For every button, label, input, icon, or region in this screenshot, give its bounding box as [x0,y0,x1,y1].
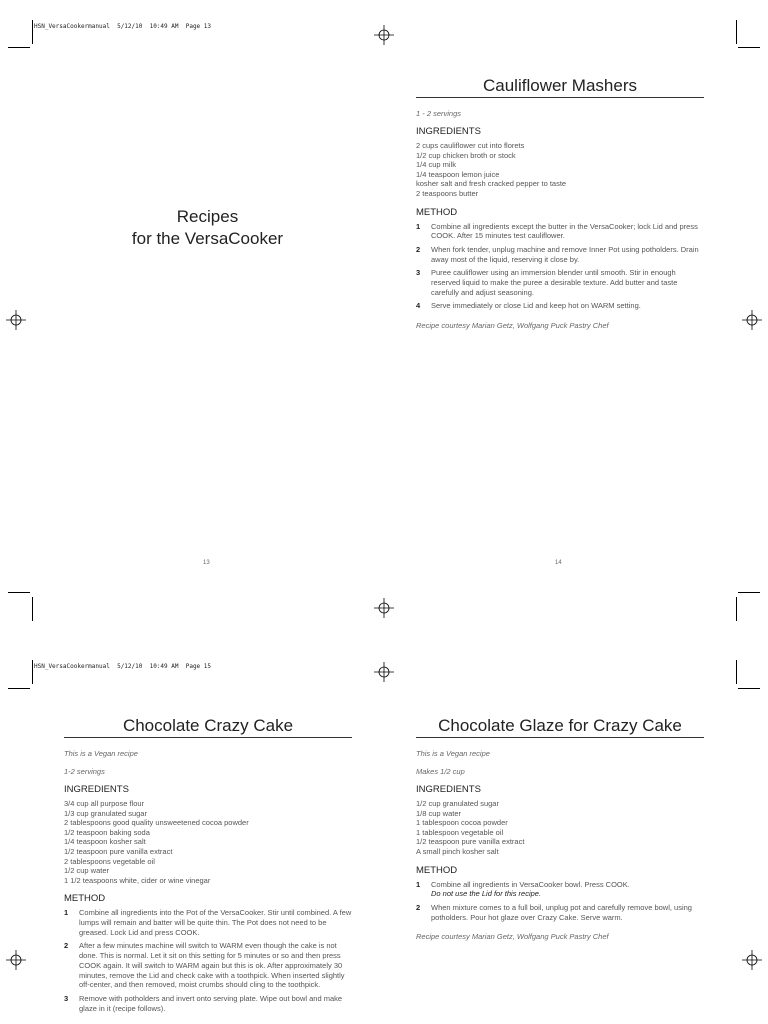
method-step [416,880,704,899]
method-step [416,301,704,311]
ingredient-item: 1 1/2 teaspoons white, cider or wine vinegar [64,875,211,885]
step-text: After a few minutes machine will switch to WARM even though the cake is not done. This is normal. Let it sit on this setting for 5 minutes or so and then press COOK again. It will switch to WARM again but this is ok. After approximately 30 minutes, remove the Lid and check cake with a toothpick. When inserted slightly off-center, and then removed, moist crumbs should cling to the toothpick. [79,941,345,990]
ingredient-item: 1/4 cup milk [416,160,457,170]
section-title-line: Recipes [176,207,239,226]
ingredient-item: 2 tablespoons good quality unsweetened cocoa powder [64,818,249,828]
ingredients-heading: INGREDIENTS [416,126,481,137]
step-number: 1 [416,879,421,889]
method-heading: METHOD [416,206,458,218]
recipe-servings: 1-2 servings [64,767,105,776]
step-number: 2 [416,244,421,254]
ingredient-item: 1/2 teaspoon pure vanilla extract [64,846,173,856]
recipe-note: This is a Vegan recipe [416,749,490,758]
ingredient-item: 1/2 cup chicken broth or stock [416,150,516,160]
ingredient-item: 1/2 teaspoon pure vanilla extract [416,837,525,847]
step-number: 1 [416,221,421,231]
recipe-title: Chocolate Glaze for Crazy Cake [416,716,704,738]
method-step [64,941,352,990]
file-slug: HSN_VersaCookermanual 5/12/10 10:49 AM Page 15 [34,663,212,670]
ingredient-item: 2 tablespoons vegetable oil [64,856,155,866]
step-number: 3 [416,268,421,278]
step-note: Do not use the Lid for this recipe. [431,889,542,899]
ingredients-list [416,799,704,857]
step-text: Combine all ingredients into the Pot of the VersaCooker. Stir until combined. A few lumps will remain and batter will be quite thin. The Pot does not need to be greased. Lock Lid and press COOK. [79,908,352,937]
step-number: 2 [416,902,421,912]
method-step [64,994,352,1013]
registration-mark-icon [374,598,394,618]
method-step [416,903,704,922]
step-text: When mixture comes to a full boil, unplug pot and carefully remove bowl, using potholders. Pour hot glaze over Crazy Cake. Serve warm. [431,902,692,922]
ingredients-list [64,799,352,885]
section-title [65,206,350,250]
ingredient-item: A small pinch kosher salt [416,846,499,856]
ingredient-item: 2 teaspoons butter [416,188,479,198]
ingredient-item: kosher salt and fresh cracked pepper to taste [416,179,567,189]
step-number: 2 [64,941,69,951]
step-content [431,880,704,899]
registration-mark-icon [742,950,762,970]
ingredient-item: 2 cups cauliflower cut into florets [416,141,525,150]
step-number: 3 [64,993,69,1003]
ingredient-item: 1/2 teaspoon baking soda [64,827,150,837]
recipe-credit: Recipe courtesy Marian Getz, Wolfgang Puck Pastry Chef [416,932,609,942]
recipe-cauliflower-mashers [416,76,704,330]
page-number: 13 [203,560,210,566]
method-step [64,908,352,937]
method-steps [416,880,704,923]
file-slug: HSN_VersaCookermanual 5/12/10 10:49 AM Page 13 [34,23,212,30]
recipe-chocolate-glaze [416,716,704,941]
ingredients-heading: INGREDIENTS [416,784,481,795]
registration-mark-icon [374,25,394,45]
recipe-title: Cauliflower Mashers [416,76,704,98]
step-text: Combine all ingredients in VersaCooker bowl. Press COOK. [431,879,630,889]
ingredients-list [416,141,704,199]
recipe-chocolate-crazy-cake [64,716,352,1017]
ingredient-item: 1/8 cup water [416,808,462,818]
recipe-note: This is a Vegan recipe [64,749,138,758]
ingredient-item: 1/2 cup water [64,866,110,876]
recipe-credit: Recipe courtesy Marian Getz, Wolfgang Puck Pastry Chef [416,321,609,331]
ingredient-item: 1/4 teaspoon kosher salt [64,837,146,847]
step-text: Remove with potholders and invert onto serving plate. Wipe out bowl and make glaze in it (recipe follows). [79,993,343,1013]
registration-mark-icon [742,310,762,330]
step-number: 1 [64,908,69,918]
ingredient-item: 3/4 cup all purpose flour [64,799,145,808]
registration-mark-icon [374,662,394,682]
step-text: Puree cauliflower using an immersion blender until smooth. Stir in enough reserved liquid to make the puree a desirable texture. Add butter and taste carefully and adjust seasoning. [431,268,678,297]
step-text: Serve immediately or close Lid and keep hot on WARM setting. [431,301,641,311]
registration-mark-icon [6,950,26,970]
section-title-line: for the VersaCooker [131,229,284,248]
ingredients-heading: INGREDIENTS [64,784,129,795]
page-number: 14 [555,560,562,566]
recipe-servings: Makes 1/2 cup [416,767,465,776]
ingredient-item: 1 tablespoon cocoa powder [416,818,508,828]
method-steps [416,222,704,312]
ingredient-item: 1/3 cup granulated sugar [64,808,147,818]
method-step [416,268,704,297]
method-heading: METHOD [416,864,458,876]
recipe-servings: 1 - 2 servings [416,109,462,118]
ingredient-item: 1 tablespoon vegetable oil [416,827,504,837]
recipe-title: Chocolate Crazy Cake [64,716,352,738]
ingredient-item: 1/2 cup granulated sugar [416,799,499,808]
ingredient-item: 1/4 teaspoon lemon juice [416,169,500,179]
registration-mark-icon [6,310,26,330]
method-step [416,245,704,264]
method-heading: METHOD [64,893,106,905]
step-text: Combine all ingredients except the butter in the VersaCooker; lock Lid and press COOK. After 15 minutes test cauliflower. [431,221,698,241]
method-steps [64,908,352,1013]
step-number: 4 [416,301,421,311]
step-text: When fork tender, unplug machine and remove Inner Pot using potholders. Drain away most of the liquid, reserving it close by. [431,244,699,264]
method-step [416,222,704,241]
